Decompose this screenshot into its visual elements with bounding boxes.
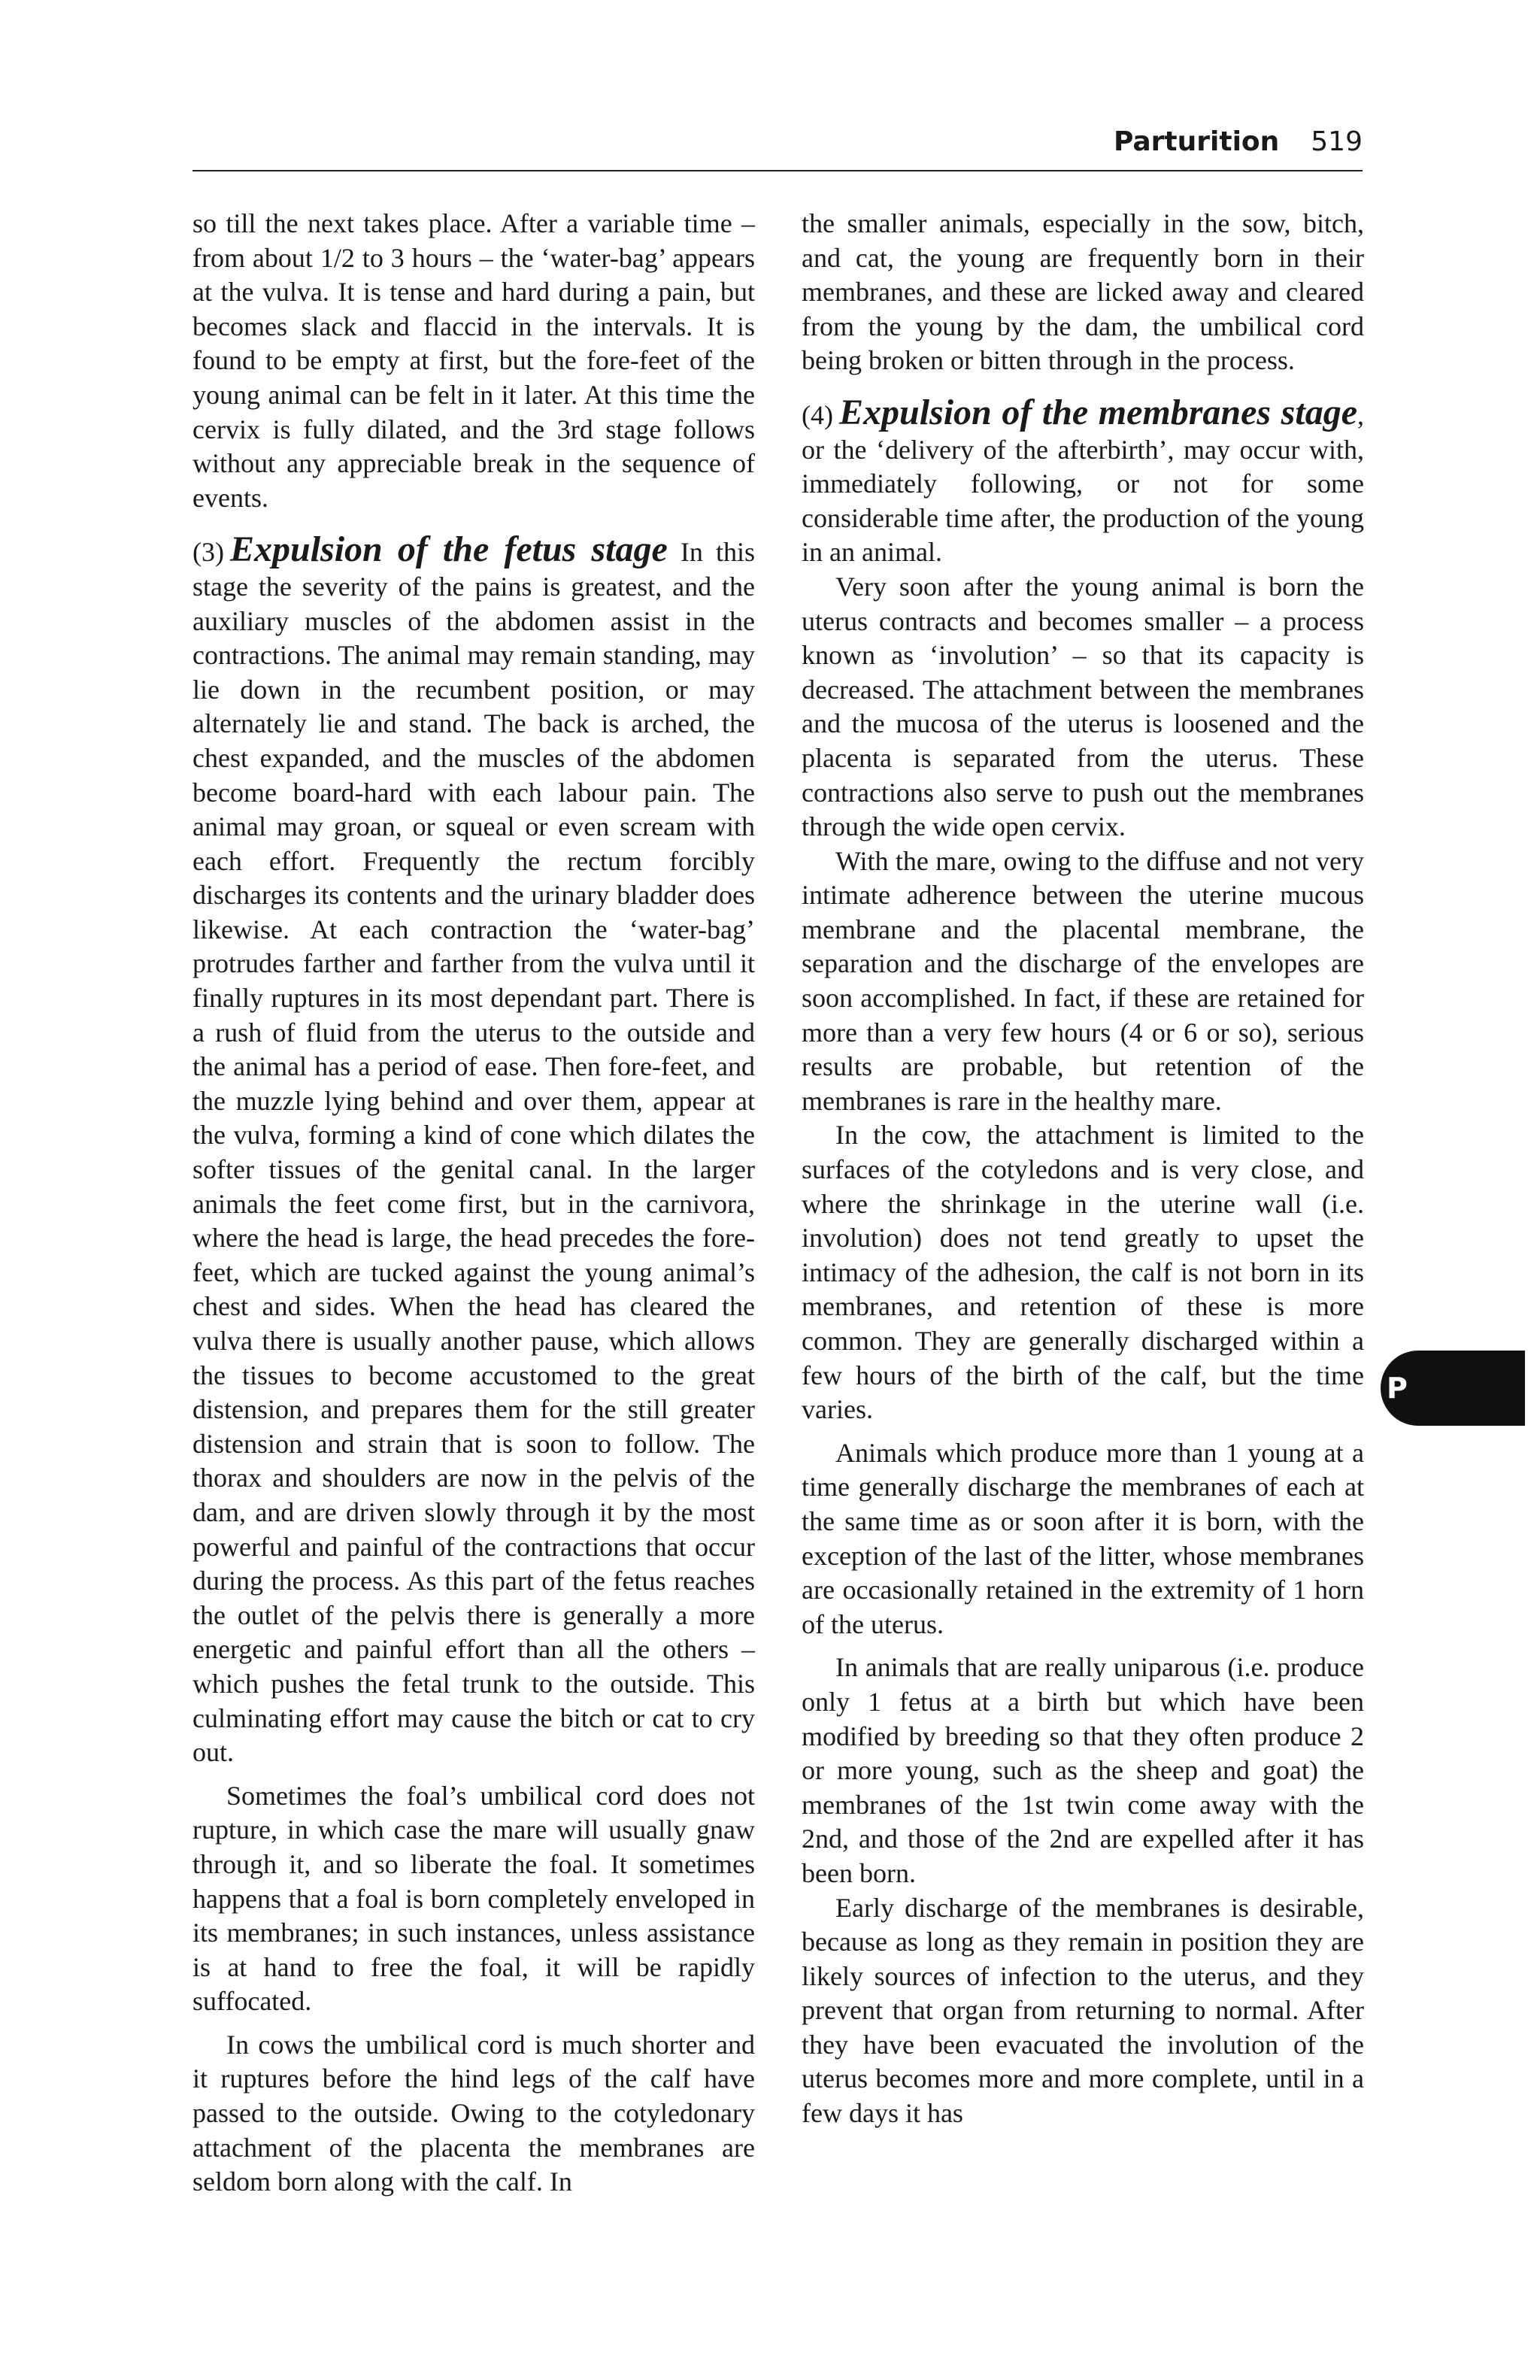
section-3-paragraph [192,529,755,1769]
section-thumb-tab [1381,1351,1525,1426]
left-column [192,207,755,2200]
paragraph: Sometimes the foal’s umbilical cord does not rupture, in which case the mare will usually gnaw through it, and so liberate the foal. It sometimes happens that a foal is born completely enveloped in its membranes; in such instances, unless assistance is at hand to free the foal, it will be rapidly suffocated. [192,1780,755,2017]
paragraph: Early discharge of the membranes is desirable, because as long as they remain in position they are likely sources of infection to the uterus, and they prevent that organ from returning to normal. After they have been evacuated the involution of the uterus becomes more and more complete, until in a few days it has [802,1892,1364,2129]
running-title: Parturition [1113,126,1280,157]
section-text: In this stage the severity of the pains is greatest, and the auxiliary muscles of the abdomen assist in the contractions. The animal may remain standing, may lie down in the recumbent position, or may alternately lie and stand. The back is arched, the chest expanded, and the muscles of the abdomen become board-hard with each labour pain. The animal may groan, or squeal or even scream with each effort. Frequently the rectum forcibly discharges its contents and the urinary bladder does likewise. At each contraction the ‘water-bag’ protrudes farther and farther from the vulva until it finally ruptures in its most dependant part. There is a rush of fluid from the uterus to the outside and the animal has a period of ease. Then fore-feet, and the muzzle lying behind and over them, appear at the vulva, forming a kind of cone which dilates the softer tissues of the genital canal. In the larger animals the feet come first, but in the carnivora, where the head is large, the head precedes the fore-feet, which are tucked against the young animal’s chest and sides. When the head has cleared the vulva there is usually another pause, which allows the tissues to become accustomed to the great distension, and prepares them for the still greater distension and strain that is soon to follow. The thorax and shoulders are now in the pelvis of the dam, and are driven slowly through it by the most powerful and painful of the contractions that occur during the process. As this part of the fetus reaches the outlet of the pelvis there is generally a more energetic and painful effort than all the others – which pushes the fetal trunk to the outside. This culminating effort may cause the bitch or cat to cry out. [192,537,755,1768]
paragraph: In animals that are really uniparous (i.e. produce only 1 fetus at a birth but which have been modified by breeding so that they often produce 2 or more young, such as the sheep and goat) the membranes of the 1st twin come away with the 2nd, and those of the 2nd are expelled after it has been born. [802,1652,1364,1888]
header-rule [192,170,1363,171]
paragraph: Animals which produce more than 1 young at a time generally discharge the membranes of each at the same time as or soon after it is born, with the exception of the last of the litter, whose membranes are occasionally retained in the extremity of 1 horn of the uterus. [802,1437,1364,1639]
paragraph: so till the next takes place. After a variable time – from about 1/2 to 3 hours – the ‘water-bag’ appears at the vulva. It is tense and hard during a pain, but becomes slack and flaccid in the intervals. It is found to be empty at first, but the fore-feet of the young animal can be felt in it later. At this time the cervix is fully dilated, and the 3rd stage follows without any appreciable break in the sequence of events. [192,208,755,513]
paragraph: In cows the umbilical cord is much shorter and it ruptures before the hind legs of the calf have passed to the outside. Owing to the cotyledonary attachment of the placenta the membranes are seldom born along with the calf. In [192,2029,755,2197]
right-column [802,207,1364,2131]
page-number: 519 [1311,126,1363,157]
section-text: , or the ‘delivery of the afterbirth’, may occur with, immediately following, or not for some considerable time after, the production of the young in an animal. [802,399,1364,568]
section-number: (4) [802,399,833,430]
section-heading: Expulsion of the fetus stage [229,529,668,570]
paragraph: Very soon after the young animal is born the uterus contracts and becomes smaller – a process known as ‘involution’ – so that its capacity is decreased. The attachment between the membranes and the mucosa of the uterus is loosened and the placenta is separated from the uterus. These contractions also serve to push out the membranes through the wide open cervix. [802,571,1364,842]
section-number: (3) [192,537,224,568]
paragraph: In the cow, the attachment is limited to the surfaces of the cotyledons and is very close, and where the shrinkage in the uterine wall (i.e. involution) does not tend greatly to upset the intimacy of the adhesion, the calf is not born in its membranes, and retention of these is more common. They are generally discharged within a few hours of the birth of the calf, but the time varies. [802,1120,1364,1425]
section-heading: Expulsion of the membranes stage [838,392,1357,432]
section-4-paragraph [802,392,1364,570]
thumb-tab-letter: P [1387,1372,1408,1405]
running-header [192,126,1363,165]
paragraph: the smaller animals, especially in the sow, bitch, and cat, the young are frequently born in their membranes, and these are licked away and cleared from the young by the dam, the umbilical cord being broken or bitten through in the process. [802,208,1364,376]
paragraph: With the mare, owing to the diffuse and not very intimate adherence between the uterine mucous membrane and the placental membrane, the separation and the discharge of the envelopes are soon accomplished. In fact, if these are retained for more than a very few hours (4 or 6 or so), serious results are probable, but retention of the membranes is rare in the healthy mare. [802,845,1364,1116]
